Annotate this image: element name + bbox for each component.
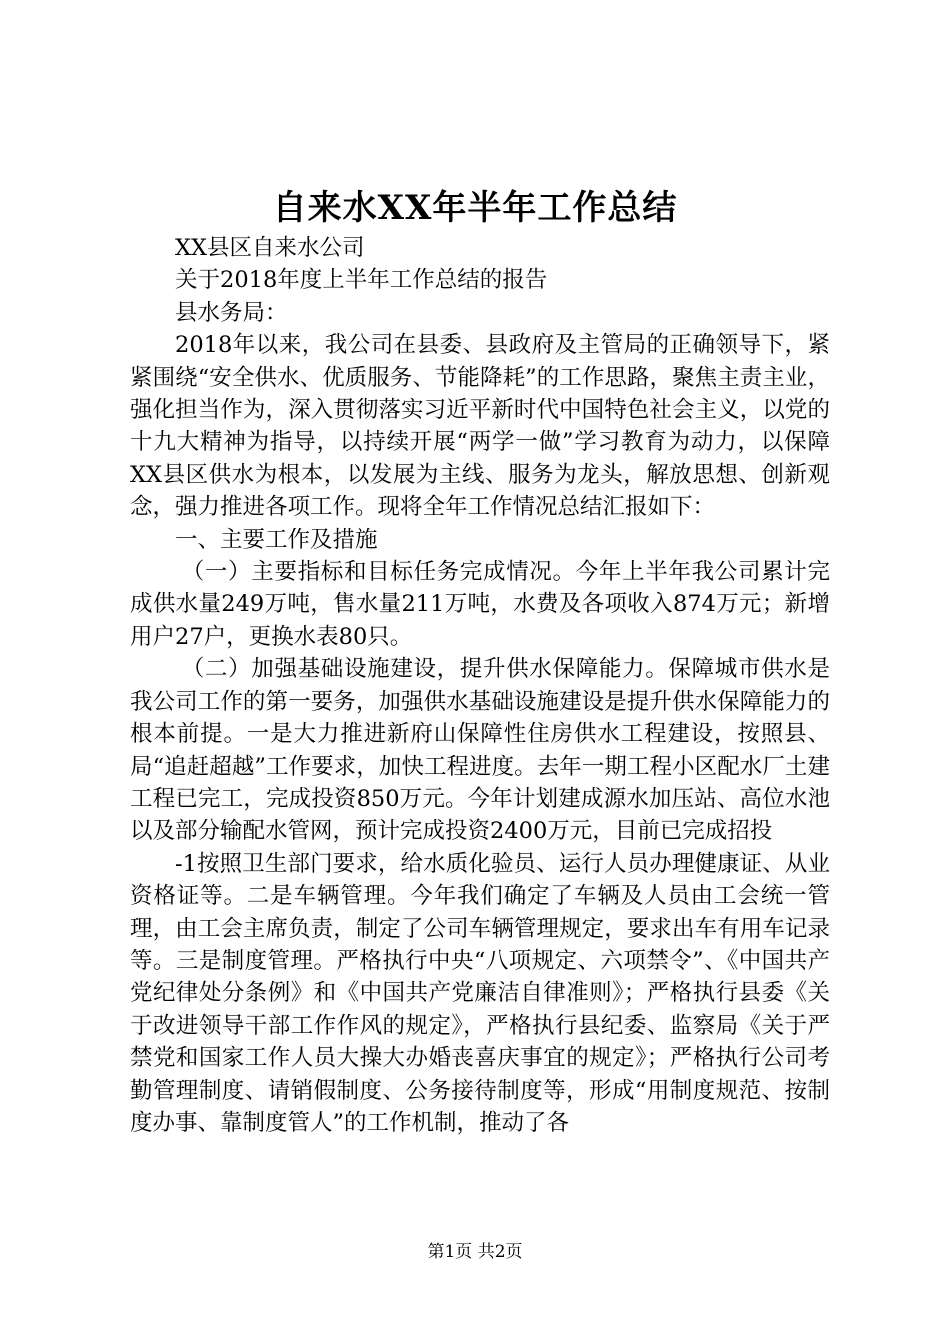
paragraph-addressee: 县水务局： [175,299,288,326]
document-title: 自来水XX年半年工作总结 [272,188,678,228]
paragraph-management: -1按照卫生部门要求，给水质化验员、运行人员办理健康证、从业资格证等。二是车辆管理。今年我们确定了车辆及人员由工会统一管理，由工会主席负责，制定了公司车辆管理规定，要求出车有用车记录等。三是制度管理。严格执行中央“八项规定、六项禁令”、《中国共产党纪律处分条例》和《中国共产党廉洁自律准则》；严格执行县委《关于改进领导干部工作作风的规定》，严格执行县纪委、监察局《关于严禁党和国家工作人员大操大办婚丧喜庆事宜的规定》；严格执行公司考勤管理制度、请销假制度、公务接待制度等，形成“用制度规范、按制度办事、靠制度管人”的工作机制，推动了各 [130,850,830,1136]
section-heading-main-work: 一、主要工作及措施 [175,526,378,553]
paragraph-introduction: 2018年以来，我公司在县委、县政府及主管局的正确领导下，紧紧围绕“安全供水、优质服务、节能降耗”的工作思路，聚焦主责主业，强化担当作为，深入贯彻落实习近平新时代中国特色社会主义，以党的十九大精神为指导，以持续开展“两学一做”学习教育为动力，以保障XX县区供水为根本，以发展为主线、服务为龙头，解放思想、创新观念，强力推进各项工作。现将全年工作情况总结汇报如下： [130,332,830,521]
paragraph-organization: XX县区自来水公司 [175,235,365,261]
paragraph-infrastructure: （二）加强基础设施建设，提升供水保障能力。保障城市供水是我公司工作的第一要务，加强供水基础设施建设是提升供水保障能力的根本前提。一是大力推进新府山保障性住房供水工程建设，按照县、局“追赶超越”工作要求，加快工程进度。去年一期工程小区配水厂土建工程已完工，完成投资850万元。今年计划建成源水加压站、高位水池以及部分输配水管网，预计完成投资2400万元，目前已完成招投 [130,656,830,845]
paragraph-targets-completion: （一）主要指标和目标任务完成情况。今年上半年我公司累计完成供水量249万吨，售水量211万吨，水费及各项收入874万元；新增用户27户，更换水表80只。 [130,559,830,650]
page-number-footer: 第1页 共2页 [427,1242,523,1262]
document-body [130,232,830,1139]
paragraph-report-title: 关于2018年度上半年工作总结的报告 [175,267,548,294]
